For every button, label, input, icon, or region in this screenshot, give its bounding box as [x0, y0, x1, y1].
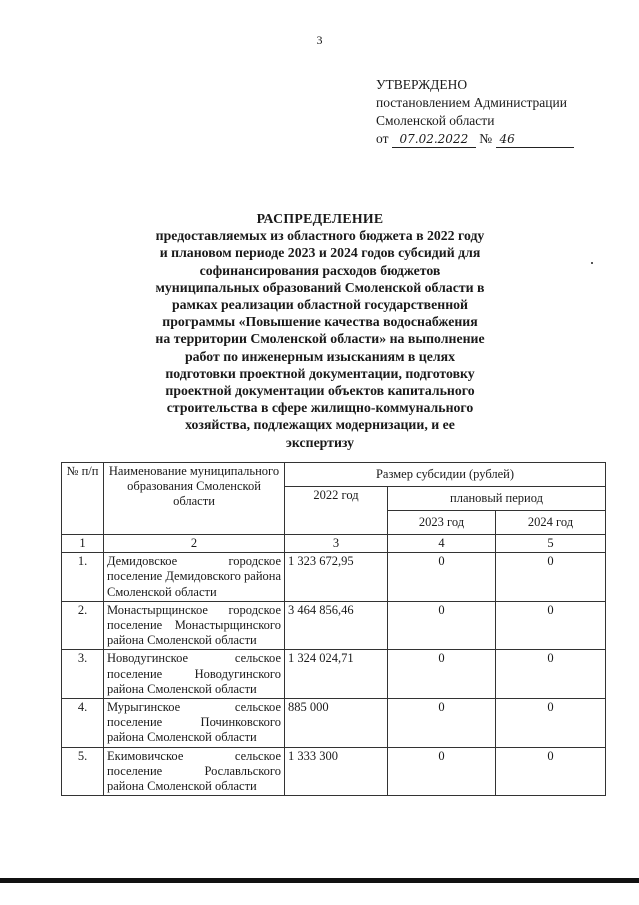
date-prefix: от: [376, 131, 389, 146]
handwritten-number: 46: [496, 132, 574, 148]
header-subsidy: Размер субсидии (рублей): [285, 463, 606, 487]
column-number: 3: [285, 535, 388, 553]
row-name: Монастырщинское городское поселение Монастырщинского района Смоленской области: [104, 601, 285, 650]
approval-block: [376, 76, 574, 148]
row-2022: 3 464 856,46: [285, 601, 388, 650]
row-num: 1.: [62, 553, 104, 602]
number-sign: №: [479, 131, 493, 146]
column-number: 5: [496, 535, 606, 553]
title-line: программы «Повышение качества водоснабжения: [162, 314, 478, 330]
document-title: [90, 210, 550, 451]
row-2023: 0: [388, 650, 496, 699]
column-number-row: [62, 535, 606, 553]
handwritten-date: 07.02.2022: [392, 132, 476, 148]
header-planned: плановый период: [388, 487, 606, 511]
subsidy-table: [61, 462, 606, 796]
title-line: хозяйства, подлежащих модернизации, и ее: [185, 417, 455, 433]
table-header-row: [62, 463, 606, 487]
header-2022: 2022 год: [285, 487, 388, 535]
header-num: № п/п: [62, 463, 104, 535]
row-2024: 0: [496, 699, 606, 748]
scan-edge-bar: [0, 878, 639, 883]
scan-dot: [591, 262, 593, 264]
row-2022: 885 000: [285, 699, 388, 748]
title-line: работ по инженерным изысканиям в целях: [184, 348, 455, 364]
header-name: Наименование муниципального образования Смоленской области: [104, 463, 285, 535]
header-2024: 2024 год: [496, 511, 606, 535]
title-line: и плановом периоде 2023 и 2024 годов субсидий для: [159, 245, 481, 261]
row-2023: 0: [388, 553, 496, 602]
table-row: [62, 601, 606, 650]
title-line: экспертизу: [285, 434, 355, 450]
table-row: [62, 553, 606, 602]
header-2023: 2023 год: [388, 511, 496, 535]
column-number: 2: [104, 535, 285, 553]
row-2024: 0: [496, 553, 606, 602]
row-2024: 0: [496, 650, 606, 699]
title-line: подготовки проектной документации, подготовку: [165, 365, 475, 381]
title-line: проектной документации объектов капитального: [165, 383, 475, 399]
column-number: 1: [62, 535, 104, 553]
table-row: [62, 747, 606, 796]
approval-heading: УТВЕРЖДЕНО: [376, 77, 468, 92]
row-name: Демидовское городское поселение Демидовского района Смоленской области: [104, 553, 285, 602]
title-line: софинансирования расходов бюджетов: [199, 262, 441, 278]
approval-line-2: Смоленской области: [376, 113, 495, 128]
row-num: 5.: [62, 747, 104, 796]
table-row: [62, 699, 606, 748]
row-num: 4.: [62, 699, 104, 748]
row-name: Новодугинское сельское поселение Новодугинского района Смоленской области: [104, 650, 285, 699]
page-number: 3: [316, 33, 323, 47]
row-num: 3.: [62, 650, 104, 699]
column-number: 4: [388, 535, 496, 553]
approval-date-line: [376, 130, 574, 148]
title-line: строительства в сфере жилищно-коммунального: [166, 400, 474, 416]
title-line: рамках реализации областной государственной: [171, 297, 468, 313]
row-2022: 1 333 300: [285, 747, 388, 796]
row-2024: 0: [496, 747, 606, 796]
row-2022: 1 324 024,71: [285, 650, 388, 699]
row-num: 2.: [62, 601, 104, 650]
row-name: Мурыгинское сельское поселение Починковского района Смоленской области: [104, 699, 285, 748]
row-2023: 0: [388, 699, 496, 748]
table-row: [62, 650, 606, 699]
row-2023: 0: [388, 747, 496, 796]
approval-line-1: постановлением Администрации: [376, 95, 567, 110]
title-line: муниципальных образований Смоленской области в: [155, 279, 485, 295]
row-name: Екимовичское сельское поселение Рославльского района Смоленской области: [104, 747, 285, 796]
title-line: на территории Смоленской области» на выполнение: [155, 331, 485, 347]
row-2024: 0: [496, 601, 606, 650]
title-line: предоставляемых из областного бюджета в 2022 году: [155, 228, 485, 244]
row-2022: 1 323 672,95: [285, 553, 388, 602]
row-2023: 0: [388, 601, 496, 650]
title-heading: РАСПРЕДЕЛЕНИЕ: [256, 211, 384, 226]
